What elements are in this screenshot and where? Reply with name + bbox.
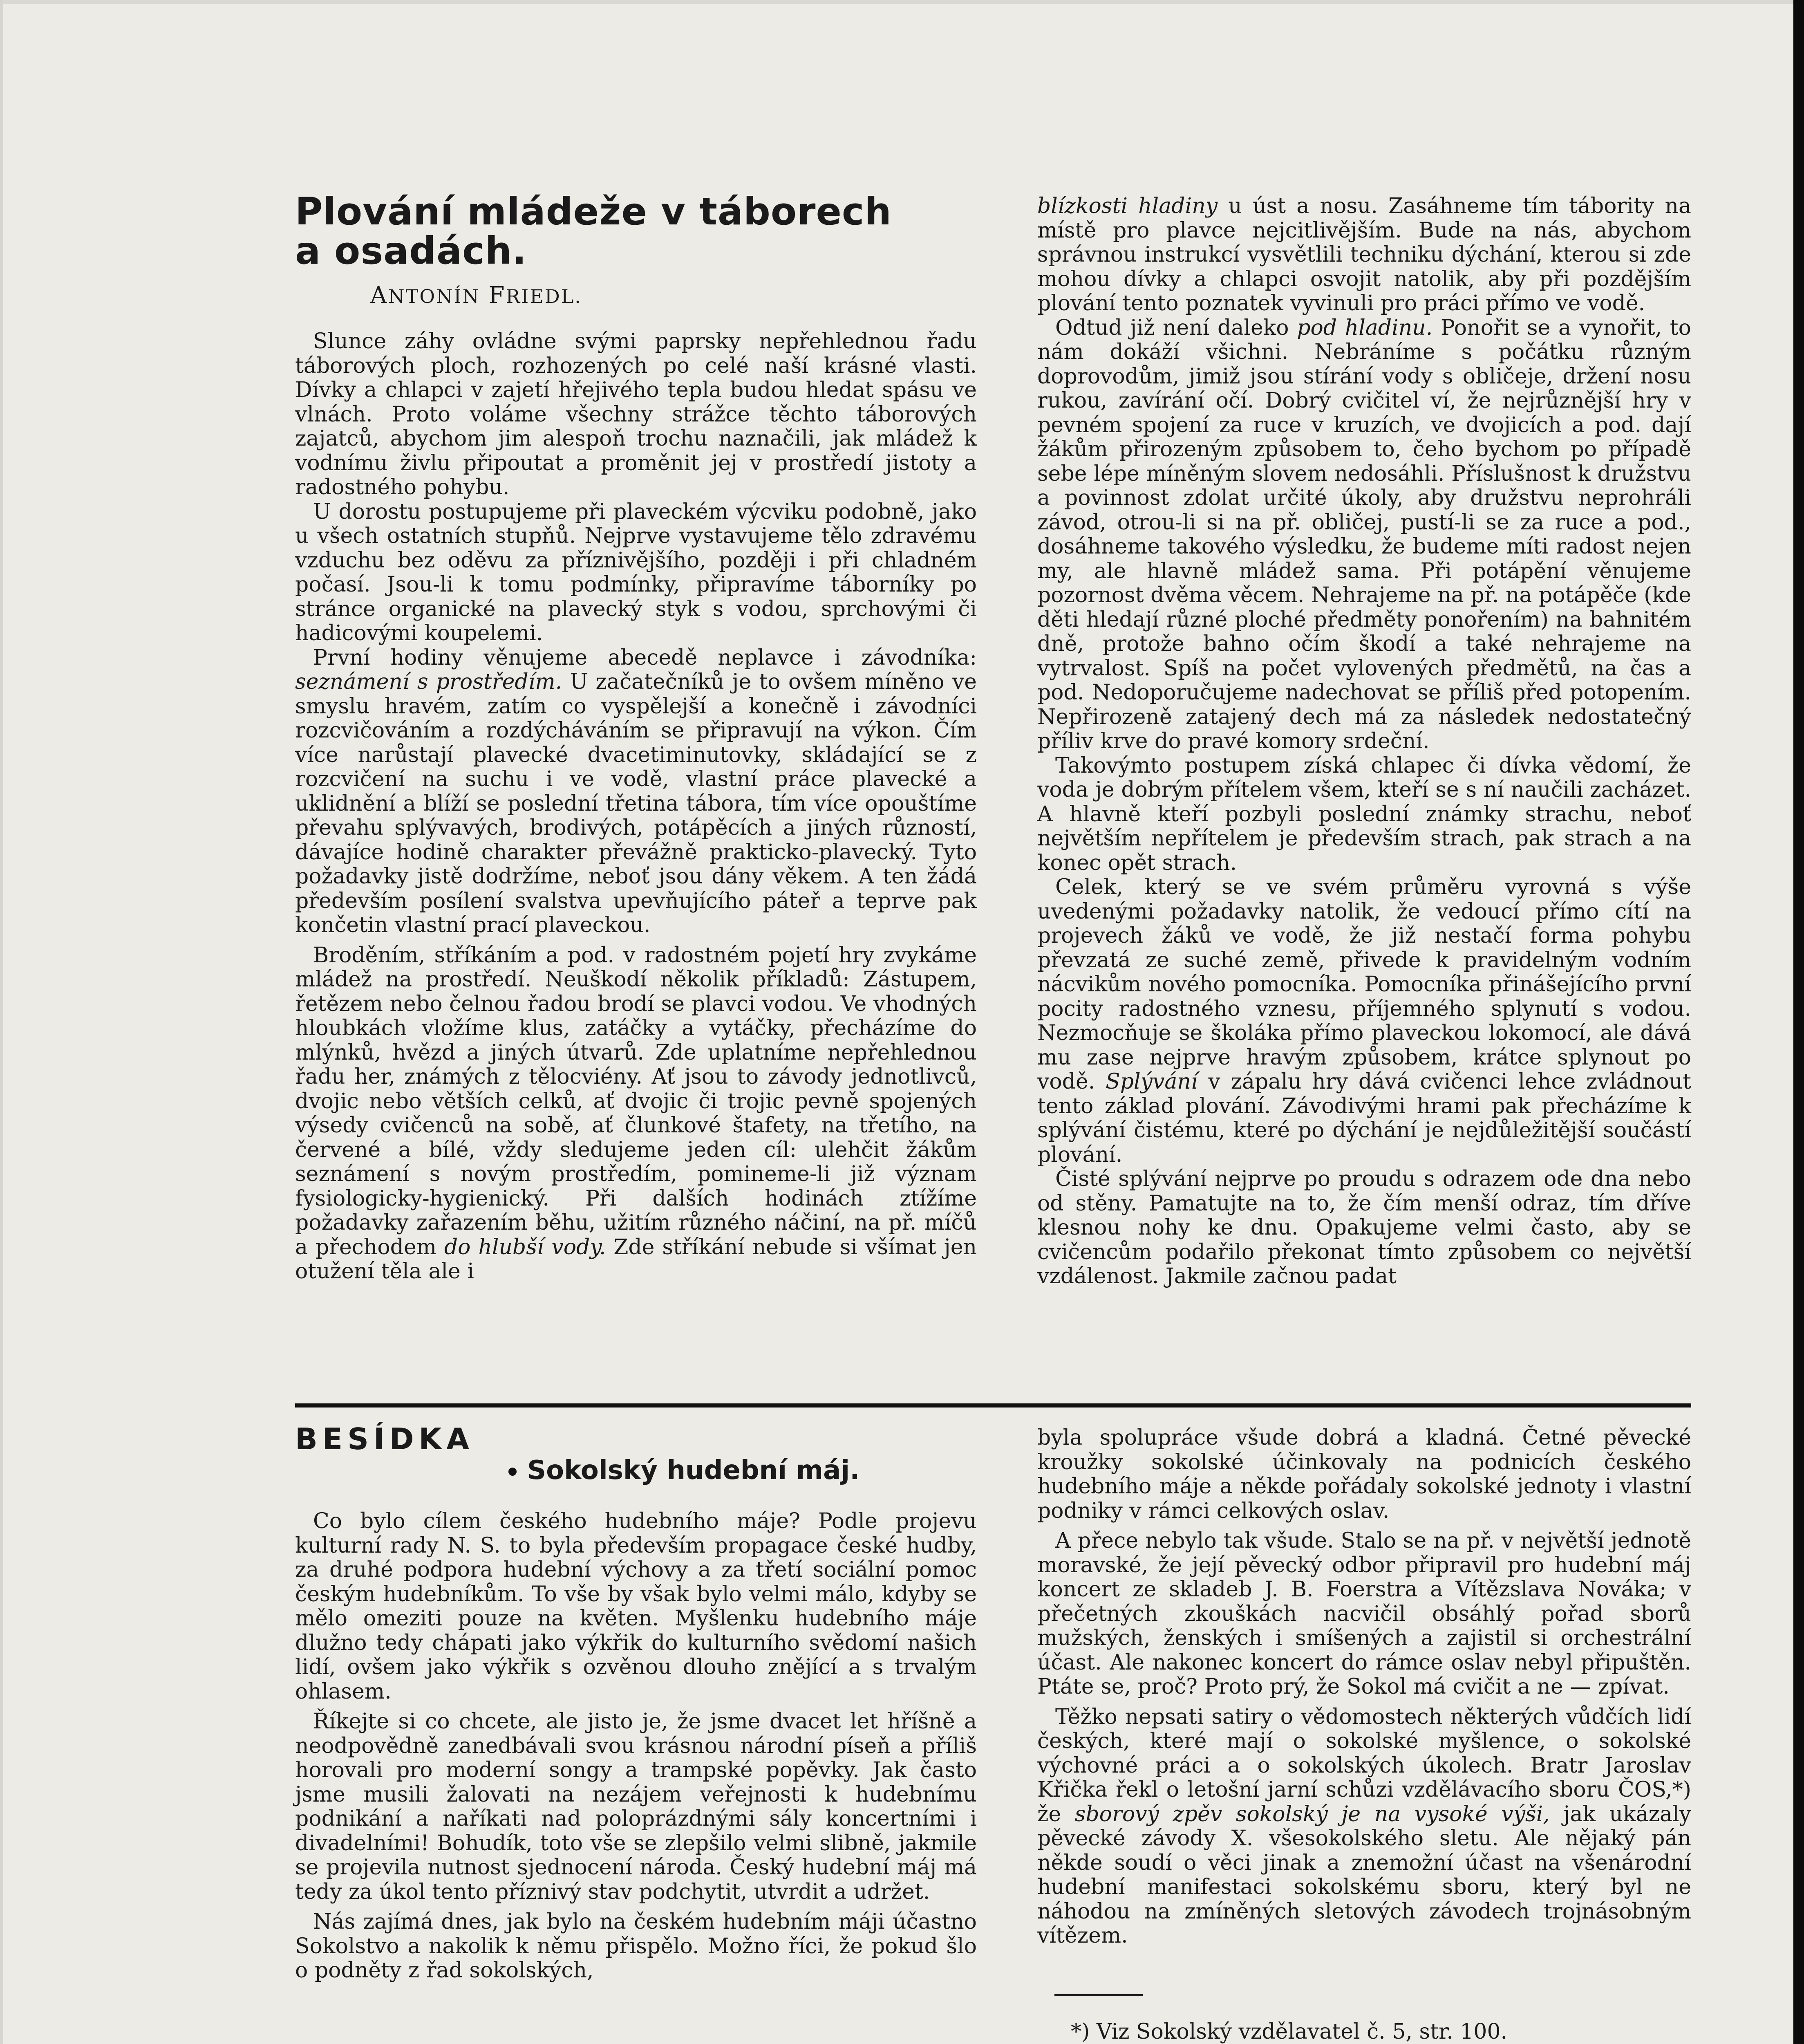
paragraph: Nás zajímá dnes, jak bylo na českém hudebním máji účastno Sokolstvo a nakolik k němu přispělo. Možno říci, že pokud šlo o podněty z řad sokolských, (295, 1910, 977, 1983)
author-first-name: NTONÍN (388, 285, 480, 307)
section-divider (295, 1403, 1691, 1407)
section-label: BESÍDKA (295, 1422, 474, 1456)
paragraph: První hodiny věnujeme abecedě neplavce i závodníka: seznámení s prostředím. U začatečníků je to ovšem míněno ve smyslu hravém, zatím co vyspělejší a konečně i závodníci rozcvičováním a rozdýcháváním se připravují na výkon. Čím více narůstají plavecké dvacetiminutovky, skládající se z rozcvičení na suchu i ve vodě, vlastní práce plavecké a uklidnění a blíží se poslední třetina tábora, tím více opouštíme převahu splývavých, brodivých, potápěcích a jiných růzností, dávajíce hodině charakter převážně prakticko-plavecký. Tyto požadavky jistě dodržíme, neboť jsou dány věkem. A ten žádá především posílení svalstva upevňujícího páteř a teprve pak končetin vlastní prací plaveckou. (295, 645, 977, 937)
paragraph-continued: byla spolupráce všude dobrá a kladná. Četné pěvecké kroužky sokolské účinkovaly na podnicích českého hudebního máje a někde pořádaly sokolské jednoty i vlastní podniky v rámci celkových oslav. (1037, 1425, 1691, 1523)
paragraph: U dorostu postupujeme při plaveckém výcviku podobně, jako u všech ostatních stupňů. Nejprve vystavujeme tělo zdravému vzduchu bez oděvu za příznivějšího, později i při chladném počasí. Jsou-li k tomu podmínky, připravíme táborníky po stránce organické na plavecký styk s vodou, sprchovými či hadicovými koupelemi. (295, 499, 977, 645)
emphasis: blízkosti hladiny (1037, 194, 1218, 218)
paragraph: Celek, který se ve svém průměru vyrovná s výše uvedenými požadavky natolik, že vedoucí přímo cítí na projevech žáků ve vodě, že již nestačí forma pohybu převzatá ze suché země, přivede k pravidelným vodním nácvikům nového pomocníka. Pomocníka přinášejícího první pocity radostného vznesu, příjemného splynutí s vodou. Nezmocňuje se školáka přímo plaveckou lokomocí, ale dává mu zase nejprve hravým způsobem, krátce splynout po vodě. Splývání v zápalu hry dává cvičenci lehce zvládnout tento základ plování. Závodivými hrami pak přecházíme k splývání čistému, které po dýchání je nejdůležitější součástí plování. (1037, 875, 1691, 1167)
paragraph: Odtud již není daleko pod hladinu. Ponořit se a vynořit, to nám dokáží všichni. Nebráníme s počátku různým doprovodům, jimiž jsou stírání vody s obličeje, držení nosu rukou, zavírání očí. Dobrý cvičitel ví, že nejrůznější hry v pevném spojení za ruce v kruzích, ve dvojicích a pod. dají žákům přirozeným způsobem to, čeho bychom po případě sebe lépe míněným slovem nedosáhli. Příslušnost k družstvu a povinnost zdolat určité úkoly, aby družstvu neprohráli závod, otrou-li si na př. obličej, pustí-li se za ruce a pod., dosáhneme takového výsledku, že budeme míti radost nejen my, ale hlavně mládež sama. Při potápění věnujeme pozornost dvěma věcem. Nehrajeme na př. na potápěče (kde děti hledají různé ploché předměty ponořením) na bahnitém dně, protože bahno očím škodí a také nehrajeme na vytrvalost. Spíš na počet vylovených předmětů, na čas a pod. Nedoporučujeme nadechovat se příliš před potopením. Nepřirozeně zatajený dech má za následek nedostatečný příliv krve do pravé komory srdeční. (1037, 315, 1691, 753)
article-column-2 (1037, 194, 1691, 1289)
author-last-initial: F (488, 282, 506, 309)
scan-left-edge (0, 0, 3, 2044)
paragraph: Takovýmto postupem získá chlapec či dívka vědomí, že voda je dobrým přítelem všem, kteří se s ní naučili zacházet. A hlavně kteří pozbyli poslední známky strachu, neboť největším nepřítelem je především strach, pak strach a na konec opět strach. (1037, 753, 1691, 875)
article-title-line-2: a osadách. (295, 229, 527, 273)
author-initial: A (370, 282, 388, 309)
paragraph: Broděním, stříkáním a pod. v radostném pojetí hry zvykáme mládež na prostředí. Neuškodí několik příkladů: Zástupem, řetězem nebo čelnou řadou brodí se plavci vodou. Ve vhodných hloubkách vložíme klus, zatáčky a vytáčky, přecházíme do mlýnků, hvězd a jiných útvarů. Zde uplatníme nepřehlednou řadu her, známých z tělocviény. Ať jsou to závody jednotlivců, dvojic nebo větších celků, ať dvojic či trojic pevně spojených výsedy cvičenců na sobě, ať člunkové štafety, na třetího, na červené a bílé, vždy sledujeme jeden cíl: ulehčit žákům seznámení s novým prostředím, pomineme-li již význam fysiologicky-hygienický. Při dalších hodinách ztížíme požadavky zařazením běhu, užitím různého náčiní, na př. míčů a přechodem do hlubší vody. Zde stříkání nebude si všímat jen otužení těla ale i (295, 943, 977, 1284)
paragraph: Těžko nepsati satiry o vědomostech některých vůdčích lidí českých, které mají o sokolské myšlence, o sokolské výchovné práci a o sokolských úkolech. Bratr Jaroslav Křička řekl o letošní jarní schůzi vzdělávacího sboru ČOS,*) že sborový zpěv sokolský je na vysoké výši, jak ukázaly pěvecké závody X. všesokolského sletu. Ale nějaký pán někde soudí o věci jinak a znemožní účast na všenárodní hudební manifestaci sokolskému sboru, který byl ne náhodou na zmíněných sletových závodech trojnásobným vítězem. (1037, 1704, 1691, 1948)
emphasis: seznámení s prostředím. (295, 670, 562, 694)
emphasis: Splývání (1106, 1069, 1198, 1094)
bullet-icon (508, 1468, 517, 1476)
besidka-column-2 (1037, 1426, 1691, 1948)
article-column-1 (295, 329, 977, 1284)
paragraph: Říkejte si co chcete, ale jisto je, že jsme dvacet let hříšně a neodpovědně zanedbávali svou krásnou národní píseň a příliš horovali pro moderní songy a trampské popěvky. Jak často jsme musili žalovati na nezájem veřejnosti k hudebnímu podnikání a naříkati nad poloprázdnými sály koncertními i divadelními! Bohudík, toto vše se zlepšilo velmi slibně, jakmile se projevila nutnost sjednocení národa. Český hudební máj má tedy za úkol tento příznivý stav podchytit, utvrdit a udržet. (295, 1709, 977, 1904)
paragraph: Čisté splývání nejprve po proudu s odrazem ode dna nebo od stěny. Pamatujte na to, že čím menší odraz, tím dříve klesnou nohy ke dnu. Opakujeme velmi často, aby se cvičencům podařilo překonat tímto způsobem co největší vzdálenost. Jakmile začnou padat (1037, 1167, 1691, 1289)
emphasis: sborový zpěv sokolský je na vysoké výši, (1074, 1802, 1550, 1827)
besidka-column-1 (295, 1509, 977, 1983)
author-last-name: RIEDL. (506, 285, 582, 307)
emphasis: pod hladinu. (1297, 315, 1433, 340)
article-title (295, 192, 990, 271)
scan-top-edge (0, 0, 1804, 4)
footnote-rule (1054, 1994, 1143, 1996)
paragraph: Co bylo cílem českého hudebního máje? Podle projevu kulturní rady N. S. to byla především propagace české hudby, za druhé podpora hudební výchovy a za třetí sociální pomoc českým hudebníkům. To vše by však bylo velmi málo, kdyby se mělo omeziti pouze na květen. Myšlenku hudebního máje dlužno tedy chápati jako výkřik do kulturního svědomí našich lidí, ovšem jako výkřik s ozvěnou dlouho znějící a s trvalým ohlasem. (295, 1509, 977, 1704)
emphasis: do hlubší vody. (444, 1235, 606, 1260)
section-title: Sokolský hudební máj. (508, 1455, 860, 1486)
paragraph: A přece nebylo tak všude. Stalo se na př. v největší jednotě moravské, že její pěvecký odbor připravil pro hudební máj koncert ze skladeb J. B. Foerstra a Vítězslava Nováka; v přečetných zkouškách nacvičil obsáhlý pořad sborů mužských, ženských i smíšených a zajistil si orchestrální účast. Ale nakonec koncert do rámce oslav nebyl připuštěn. Ptáte se, proč? Proto prý, že Sokol má cvičit a ne — zpívat. (1037, 1529, 1691, 1699)
paragraph-continued: blízkosti hladiny u úst a nosu. Zasáhneme tím tábority na místě pro plavce nejcitlivějším. Bude na nás, abychom správnou instrukcí vysvětlili techniku dýchání, kterou si zde mohou dívky a chlapci osvojit natolik, aby při pozdějším plování tento poznatek vyvinuli pro práci přímo ve vodě. (1037, 194, 1691, 316)
paragraph: Slunce záhy ovládne svými paprsky nepřehlednou řadu táborových ploch, rozhozených po celé naší krásné vlasti. Dívky a chlapci v zajetí hřejivého tepla budou hledat spásu ve vlnách. Proto voláme všechny strážce těchto táborových zajatců, abychom jim alespoň trochu naznačili, jak mládež k vodnímu živlu připoutat a proměnit jej v prostředí jistoty a radostného pohybu. (295, 329, 977, 500)
scan-right-edge (1793, 0, 1804, 2044)
article-author (370, 282, 582, 309)
footnote: *) Viz Sokolský vzdělavatel č. 5, str. 100. (1071, 2019, 1508, 2044)
article-title-line-1: Plování mládeže v táborech (295, 190, 892, 233)
